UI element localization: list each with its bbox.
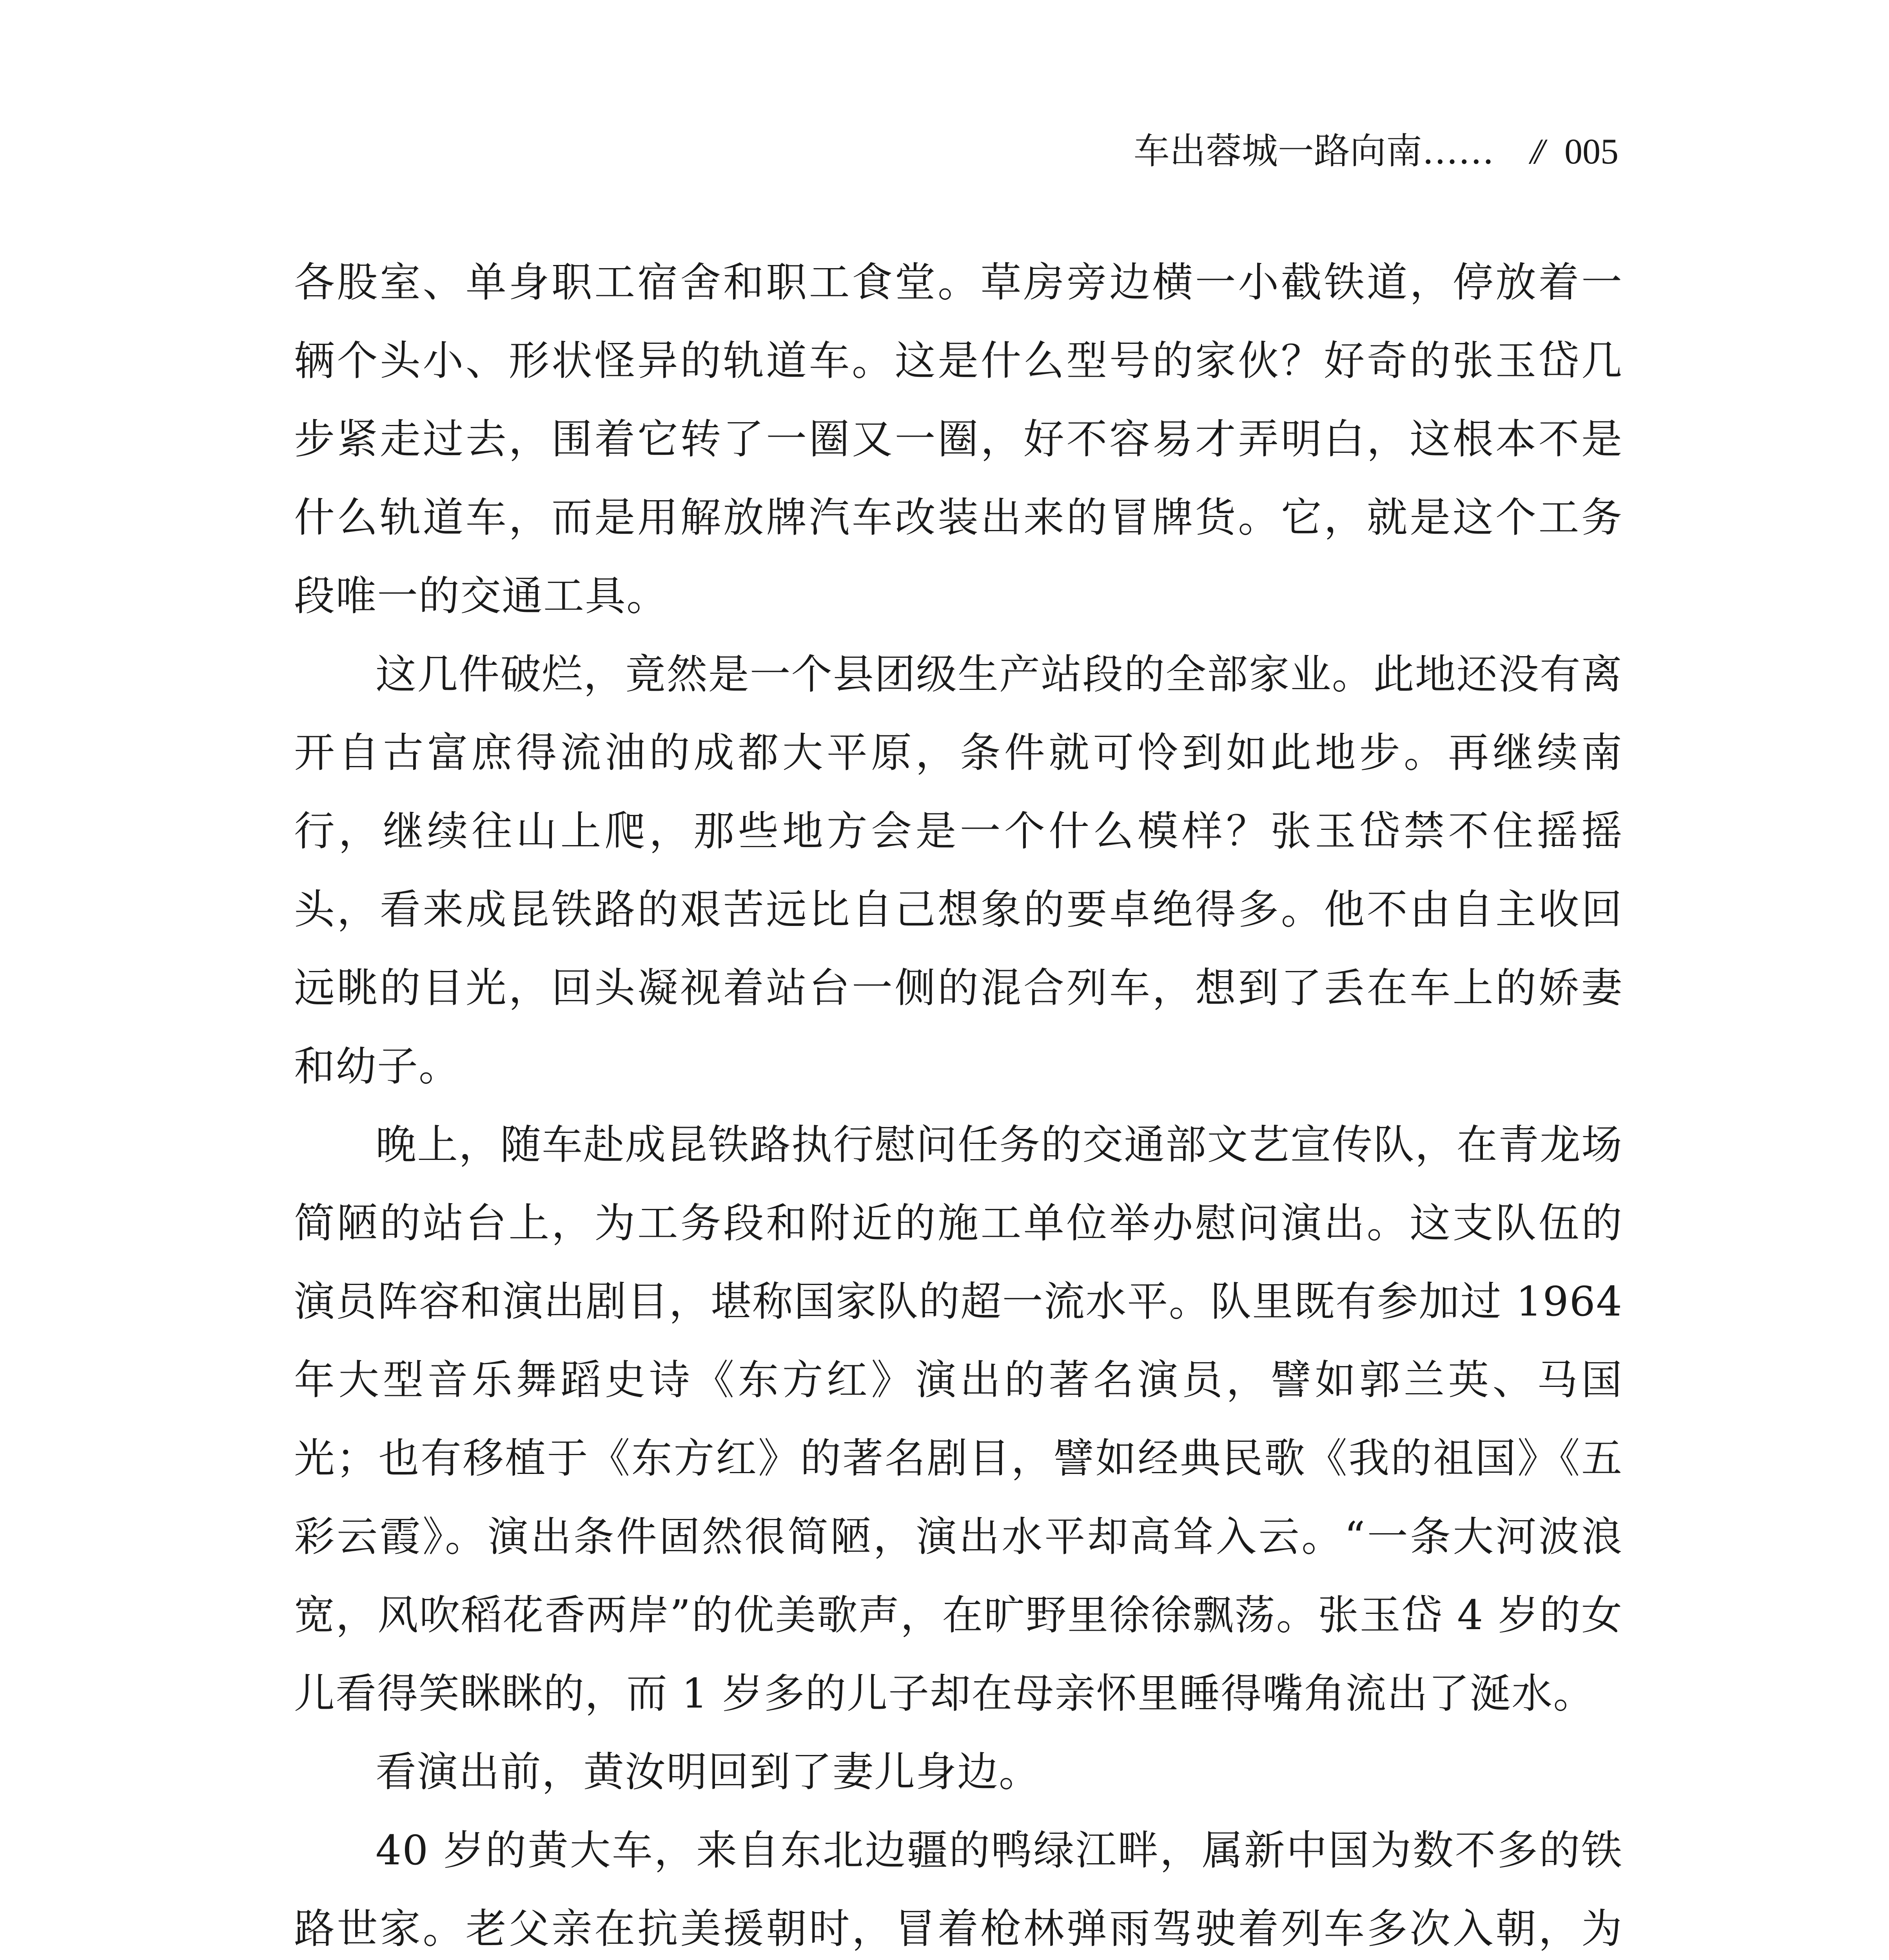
- paragraph-4: 看演出前，黄汝明回到了妻儿身边。: [376, 1748, 1041, 1796]
- chapter-title: 车出蓉城一路向南……: [1133, 130, 1494, 172]
- paragraph-2: 这几件破烂，竟然是一个县团级生产站段的全部家业。此地还没有离开自古富庶得流油的成都大平原，条件就可怜到如此地步。再继续南行，继续往山上爬，那些地方会是一个什么模样？张玉岱禁不住摇摇头，看来成昆铁路的艰苦远比自己想象的要卓绝得多。他不由自主收回远眺的目光，回头凝视着站台一侧的混合列车，想到了丢在车上的娇妻和幼子。: [294, 650, 1623, 1090]
- paragraph-3: 晚上，随车赴成昆铁路执行慰问任务的交通部文艺宣传队，在青龙场简陋的站台上，为工务段和附近的施工单位举办慰问演出。这支队伍的演员阵容和演出剧目，堪称国家队的超一流水平。队里既有参加过 1964 年大型音乐舞蹈史诗《东方红》演出的著名演员，譬如郭兰英、马国光；也有移植于《东方红》的著名剧目，譬如经典民歌《我的祖国》《五彩云霞》。演出条件固然很简陋，演出水平却高耸入云。“一条大河波浪宽，风吹稻花香两岸”的优美歌声，在旷野里徐徐飘荡。张玉岱 4 岁的女儿看得笑眯眯的，而 1 岁多的儿子却在母亲怀里睡得嘴角流出了涎水。: [294, 1121, 1623, 1717]
- page-number: 005: [1564, 131, 1619, 171]
- paragraph-1: 各股室、单身职工宿舍和职工食堂。草房旁边横一小截铁道，停放着一辆个头小、形状怪异的轨道车。这是什么型号的家伙？好奇的张玉岱几步紧走过去，围着它转了一圈又一圈，好不容易才弄明白，这根本不是什么轨道车，而是用解放牌汽车改装出来的冒牌货。它，就是这个工务段唯一的交通工具。: [294, 258, 1623, 620]
- running-header: [1133, 130, 1619, 172]
- paragraph-5: 40 岁的黄大车，来自东北边疆的鸭绿江畔，属新中国为数不多的铁路世家。老父亲在抗美援朝时，冒着枪林弹雨驾驶着列车多次入朝，为: [294, 1826, 1623, 1953]
- header-separator: //: [1530, 131, 1539, 171]
- body-text: [294, 243, 1623, 1960]
